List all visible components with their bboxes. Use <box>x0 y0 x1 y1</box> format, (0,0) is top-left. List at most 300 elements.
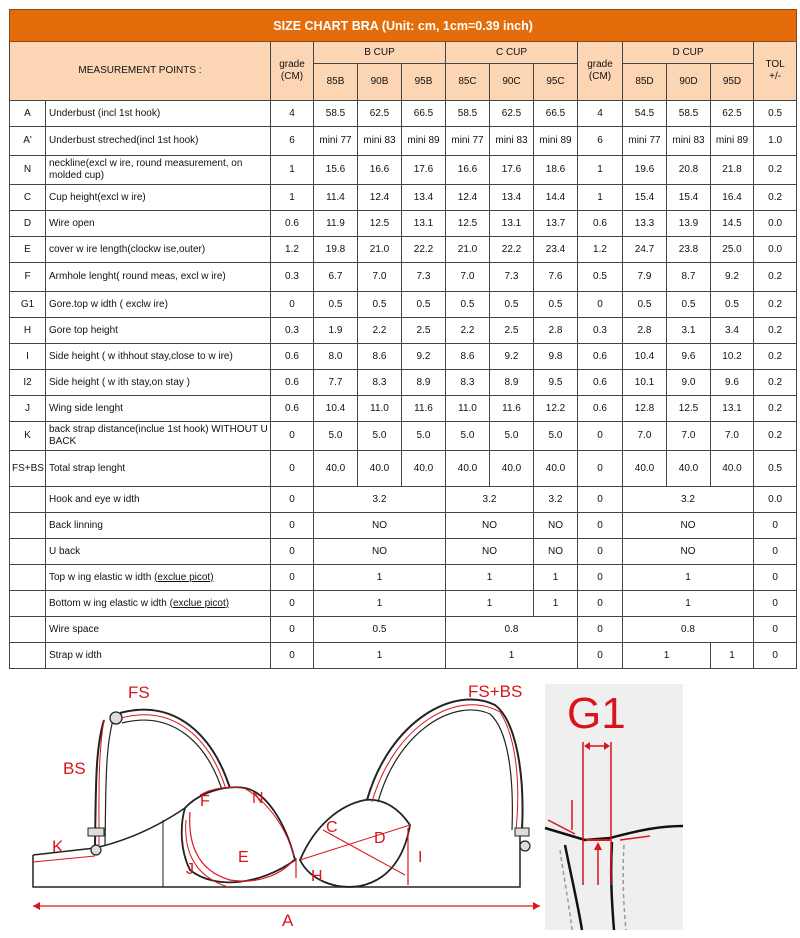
b-cup-value: 1 <box>314 643 446 669</box>
row-code: K <box>10 422 46 451</box>
label-j: J <box>186 861 194 878</box>
d-95-value: 0.5 <box>711 292 754 318</box>
b-90-value: 5.0 <box>358 422 402 451</box>
b-cup-value: NO <box>314 539 446 565</box>
grade-b: 0.6 <box>271 344 314 370</box>
row-code <box>10 513 46 539</box>
b-90-value: 11.0 <box>358 396 402 422</box>
d-90-value: 7.0 <box>667 422 711 451</box>
table-row <box>10 156 797 185</box>
arrow-left-icon <box>33 902 40 910</box>
c-cup-header: C CUP <box>446 42 578 64</box>
label-n: N <box>252 790 264 807</box>
row-code <box>10 539 46 565</box>
table-row <box>10 422 797 451</box>
c-95-value: 14.4 <box>534 185 578 211</box>
c-85-value: 2.2 <box>446 318 490 344</box>
row-desc: Back linning <box>46 513 271 539</box>
d-85-value: 10.1 <box>623 370 667 396</box>
d-90-value: 8.7 <box>667 263 711 292</box>
d-90-value: 15.4 <box>667 185 711 211</box>
d-95-value: 3.4 <box>711 318 754 344</box>
c-95-value: mini 89 <box>534 127 578 156</box>
c-90-value: 2.5 <box>490 318 534 344</box>
c-85-value: 8.6 <box>446 344 490 370</box>
tol-value: 0.2 <box>754 370 797 396</box>
row-desc: neckline(excl w ire, round measurement, on molded cup) <box>46 156 271 185</box>
d-85-value: mini 77 <box>623 127 667 156</box>
left-strap-inner <box>105 720 113 845</box>
b-90-value: 0.5 <box>358 292 402 318</box>
grade-b: 0 <box>271 451 314 487</box>
b-85-value: 0.5 <box>314 292 358 318</box>
table-row <box>10 127 797 156</box>
c-90-value: 9.2 <box>490 344 534 370</box>
c-95-value: 0.5 <box>534 292 578 318</box>
c-85-value: 21.0 <box>446 237 490 263</box>
grade-b: 0 <box>271 292 314 318</box>
c-cup-value: 0.8 <box>446 617 578 643</box>
d-cup-value: 1 <box>623 591 754 617</box>
c-85-value: 8.3 <box>446 370 490 396</box>
table-row <box>10 539 797 565</box>
b-95-value: 13.4 <box>402 185 446 211</box>
grade-b: 1 <box>271 185 314 211</box>
d-85-value: 7.0 <box>623 422 667 451</box>
c-90-value: 5.0 <box>490 422 534 451</box>
grade-b: 1.2 <box>271 237 314 263</box>
label-fs: FS <box>128 683 150 702</box>
label-k: K <box>52 837 64 856</box>
b-cup-value: 1 <box>314 591 446 617</box>
c-cup-value: 3.2 <box>446 487 534 513</box>
b-85-value: 7.7 <box>314 370 358 396</box>
label-a: A <box>282 911 294 930</box>
grade-b: 0.6 <box>271 396 314 422</box>
table-row <box>10 344 797 370</box>
grade-d: 0 <box>578 422 623 451</box>
b-95-value: 40.0 <box>402 451 446 487</box>
grade-d: 0 <box>578 487 623 513</box>
d-95-value: 13.1 <box>711 396 754 422</box>
k-measure-line <box>33 856 95 862</box>
tol-value: 0 <box>754 539 797 565</box>
left-hook-ring-icon <box>91 845 101 855</box>
grade-d: 0 <box>578 617 623 643</box>
c-95-value: 18.6 <box>534 156 578 185</box>
c-85-value: 11.0 <box>446 396 490 422</box>
strap-ring-icon <box>110 712 122 724</box>
row-code: J <box>10 396 46 422</box>
size-95d: 95D <box>711 64 754 101</box>
row-code <box>10 617 46 643</box>
grade-b: 0.3 <box>271 318 314 344</box>
c-90-value: 0.5 <box>490 292 534 318</box>
d-85-value: 40.0 <box>623 451 667 487</box>
grade-b: 6 <box>271 127 314 156</box>
d-95-value: 21.8 <box>711 156 754 185</box>
row-code: E <box>10 237 46 263</box>
tol-value: 0.2 <box>754 156 797 185</box>
left-shoulder-inner <box>122 720 224 796</box>
c-90-value: mini 83 <box>490 127 534 156</box>
size-95b: 95B <box>402 64 446 101</box>
b-cup-header: B CUP <box>314 42 446 64</box>
d-cup-value: 1 <box>623 565 754 591</box>
grade-d: 0 <box>578 513 623 539</box>
d-cup-value: NO <box>623 539 754 565</box>
b-cup-value: NO <box>314 513 446 539</box>
c95-value: NO <box>534 513 578 539</box>
row-desc: Top w ing elastic w idth (exclue picot) <box>46 565 271 591</box>
b-95-value: 22.2 <box>402 237 446 263</box>
row-code: C <box>10 185 46 211</box>
label-f: F <box>200 793 210 810</box>
d-90-value: 9.6 <box>667 344 711 370</box>
b-90-value: 12.4 <box>358 185 402 211</box>
d-95-value: 10.2 <box>711 344 754 370</box>
tol-value: 0 <box>754 617 797 643</box>
row-code: G1 <box>10 292 46 318</box>
b-85-value: 58.5 <box>314 101 358 127</box>
d-cup-value: 0.8 <box>623 617 754 643</box>
grade-header-d: grade (CM) <box>578 42 623 101</box>
d-90-value: 58.5 <box>667 101 711 127</box>
size-85b: 85B <box>314 64 358 101</box>
row-code: F <box>10 263 46 292</box>
table-row <box>10 487 797 513</box>
label-g1: G1 <box>567 689 626 738</box>
bra-diagram <box>0 680 800 933</box>
c-90-value: 13.4 <box>490 185 534 211</box>
grade-d: 0 <box>578 539 623 565</box>
grade-b: 0 <box>271 487 314 513</box>
row-desc: Side height ( w ithhout stay,close to w ire) <box>46 344 271 370</box>
label-fsbs: FS+BS <box>468 682 523 701</box>
b-85-value: 5.0 <box>314 422 358 451</box>
c-85-value: 16.6 <box>446 156 490 185</box>
b-85-value: 1.9 <box>314 318 358 344</box>
size-chart-table <box>9 9 797 669</box>
row-code <box>10 487 46 513</box>
c-95-value: 23.4 <box>534 237 578 263</box>
c-90-value: 11.6 <box>490 396 534 422</box>
c-85-value: 0.5 <box>446 292 490 318</box>
table-row <box>10 643 797 669</box>
grade-b: 0.3 <box>271 263 314 292</box>
tol-value: 0.2 <box>754 185 797 211</box>
row-desc: Gore top height <box>46 318 271 344</box>
row-code: D <box>10 211 46 237</box>
grade-b: 0 <box>271 513 314 539</box>
table-row <box>10 185 797 211</box>
d-90-value: 9.0 <box>667 370 711 396</box>
c-90-value: 7.3 <box>490 263 534 292</box>
d-95-value: mini 89 <box>711 127 754 156</box>
size-85c: 85C <box>446 64 490 101</box>
c-95-value: 40.0 <box>534 451 578 487</box>
c-95-value: 13.7 <box>534 211 578 237</box>
d-95-value: 62.5 <box>711 101 754 127</box>
b-95-value: 66.5 <box>402 101 446 127</box>
b-90-value: 7.0 <box>358 263 402 292</box>
grade-d: 1 <box>578 185 623 211</box>
b-85-value: 40.0 <box>314 451 358 487</box>
tol-value: 0.2 <box>754 292 797 318</box>
grade-d: 0.6 <box>578 370 623 396</box>
d-cup-value: NO <box>623 513 754 539</box>
size-90c: 90C <box>490 64 534 101</box>
row-code <box>10 591 46 617</box>
d-95-value: 25.0 <box>711 237 754 263</box>
row-code: N <box>10 156 46 185</box>
c-95-value: 9.8 <box>534 344 578 370</box>
b-85-value: 8.0 <box>314 344 358 370</box>
label-bs: BS <box>63 759 86 778</box>
row-code: I <box>10 344 46 370</box>
d-90-value: 12.5 <box>667 396 711 422</box>
measurement-points-header: MEASUREMENT POINTS : <box>10 42 271 101</box>
d-90-value: mini 83 <box>667 127 711 156</box>
row-desc: Underbust streched(incl 1st hook) <box>46 127 271 156</box>
c-90-value: 13.1 <box>490 211 534 237</box>
c-85-value: 12.4 <box>446 185 490 211</box>
row-code <box>10 565 46 591</box>
row-desc: Wire open <box>46 211 271 237</box>
d-85-value: 2.8 <box>623 318 667 344</box>
grade-b: 0 <box>271 591 314 617</box>
c-90-value: 17.6 <box>490 156 534 185</box>
table-row <box>10 396 797 422</box>
c95-value: 1 <box>534 591 578 617</box>
right-hook-ring-icon <box>520 841 530 851</box>
c-cup-value: 1 <box>446 591 534 617</box>
d-90-value: 0.5 <box>667 292 711 318</box>
b-cup-value: 0.5 <box>314 617 446 643</box>
table-row <box>10 292 797 318</box>
d-85-value: 12.8 <box>623 396 667 422</box>
b-90-value: 2.2 <box>358 318 402 344</box>
grade-d: 1.2 <box>578 237 623 263</box>
size-90b: 90B <box>358 64 402 101</box>
row-desc: Gore.top w idth ( exclw ire) <box>46 292 271 318</box>
tol-value: 1.0 <box>754 127 797 156</box>
b-85-value: mini 77 <box>314 127 358 156</box>
b-90-value: 16.6 <box>358 156 402 185</box>
size-85d: 85D <box>623 64 667 101</box>
row-code <box>10 643 46 669</box>
c-90-value: 40.0 <box>490 451 534 487</box>
c-95-value: 7.6 <box>534 263 578 292</box>
d-95-value: 9.6 <box>711 370 754 396</box>
size-95c: 95C <box>534 64 578 101</box>
d-95-value: 7.0 <box>711 422 754 451</box>
b-90-value: 8.3 <box>358 370 402 396</box>
grade-d: 0.3 <box>578 318 623 344</box>
b-90-value: 62.5 <box>358 101 402 127</box>
b-90-value: 12.5 <box>358 211 402 237</box>
c-85-value: mini 77 <box>446 127 490 156</box>
c-cup-value: 1 <box>446 643 578 669</box>
b-95-value: 7.3 <box>402 263 446 292</box>
d-cup-value: 3.2 <box>623 487 754 513</box>
table-row <box>10 318 797 344</box>
d-90-value: 13.9 <box>667 211 711 237</box>
row-desc: back strap distance(inclue 1st hook) WITHOUT U BACK <box>46 422 271 451</box>
b-85-value: 19.8 <box>314 237 358 263</box>
b-95-value: 8.9 <box>402 370 446 396</box>
b-85-value: 11.9 <box>314 211 358 237</box>
c-90-value: 8.9 <box>490 370 534 396</box>
c-90-value: 62.5 <box>490 101 534 127</box>
b-95-value: 17.6 <box>402 156 446 185</box>
table-row <box>10 101 797 127</box>
c-cup-value: NO <box>446 513 534 539</box>
grade-d: 0 <box>578 591 623 617</box>
table-row <box>10 211 797 237</box>
d-85-value: 19.6 <box>623 156 667 185</box>
b-90-value: 8.6 <box>358 344 402 370</box>
grade-d: 0.5 <box>578 263 623 292</box>
row-desc: Strap w idth <box>46 643 271 669</box>
b-85-value: 10.4 <box>314 396 358 422</box>
table-row <box>10 370 797 396</box>
tol-value: 0.0 <box>754 211 797 237</box>
c-cup-value: NO <box>446 539 534 565</box>
c-85-value: 12.5 <box>446 211 490 237</box>
b-95-value: 2.5 <box>402 318 446 344</box>
tol-value: 0 <box>754 513 797 539</box>
b-cup-value: 3.2 <box>314 487 446 513</box>
grade-b: 0 <box>271 643 314 669</box>
b-95-value: 9.2 <box>402 344 446 370</box>
c-90-value: 22.2 <box>490 237 534 263</box>
c-85-value: 58.5 <box>446 101 490 127</box>
tol-value: 0 <box>754 591 797 617</box>
tol-value: 0.0 <box>754 237 797 263</box>
d-90-value: 3.1 <box>667 318 711 344</box>
row-code: I2 <box>10 370 46 396</box>
c95-value: 1 <box>534 565 578 591</box>
b-95-value: 13.1 <box>402 211 446 237</box>
tol-value: 0.5 <box>754 451 797 487</box>
label-c: C <box>326 819 338 836</box>
grade-b: 0 <box>271 539 314 565</box>
grade-d: 0 <box>578 451 623 487</box>
grade-d: 6 <box>578 127 623 156</box>
table-row <box>10 513 797 539</box>
row-desc: Underbust (incl 1st hook) <box>46 101 271 127</box>
grade-b: 0.6 <box>271 370 314 396</box>
row-desc: Side height ( w ith stay,on stay ) <box>46 370 271 396</box>
d-95-value: 9.2 <box>711 263 754 292</box>
tol-value: 0.2 <box>754 318 797 344</box>
d-85-value: 7.9 <box>623 263 667 292</box>
c95-value: 3.2 <box>534 487 578 513</box>
c95-value: NO <box>534 539 578 565</box>
tol-value: 0 <box>754 565 797 591</box>
d-cup-header: D CUP <box>623 42 754 64</box>
b-95-value: 5.0 <box>402 422 446 451</box>
row-desc: U back <box>46 539 271 565</box>
grade-d: 0.6 <box>578 211 623 237</box>
d-85-value: 15.4 <box>623 185 667 211</box>
row-code: FS+BS <box>10 451 46 487</box>
label-i: I <box>418 849 423 866</box>
row-desc: Wire space <box>46 617 271 643</box>
table-row <box>10 263 797 292</box>
label-d: D <box>374 830 386 847</box>
b-90-value: mini 83 <box>358 127 402 156</box>
right-slider-icon <box>515 828 529 836</box>
c-95-value: 66.5 <box>534 101 578 127</box>
d-95-value: 16.4 <box>711 185 754 211</box>
table-row <box>10 451 797 487</box>
row-desc: cover w ire length(clockw ise,outer) <box>46 237 271 263</box>
label-e: E <box>238 849 249 866</box>
arrow-right-icon <box>533 902 540 910</box>
table-row <box>10 237 797 263</box>
d-85-value: 0.5 <box>623 292 667 318</box>
b-85-value: 11.4 <box>314 185 358 211</box>
d-90-value: 40.0 <box>667 451 711 487</box>
row-desc: Bottom w ing elastic w idth (exclue picot) <box>46 591 271 617</box>
d-85-value: 13.3 <box>623 211 667 237</box>
row-desc: Total strap lenght <box>46 451 271 487</box>
c-95-value: 5.0 <box>534 422 578 451</box>
grade-header-b: grade (CM) <box>271 42 314 101</box>
c-95-value: 2.8 <box>534 318 578 344</box>
tol-value: 0.2 <box>754 422 797 451</box>
tol-value: 0.2 <box>754 396 797 422</box>
grade-d: 0 <box>578 565 623 591</box>
tol-value: 0.0 <box>754 487 797 513</box>
spec-rows <box>10 487 797 669</box>
row-code: A' <box>10 127 46 156</box>
grade-b: 0 <box>271 617 314 643</box>
d-cup-value: 1 <box>623 643 711 669</box>
b-95-value: 11.6 <box>402 396 446 422</box>
grade-d: 0.6 <box>578 344 623 370</box>
tol-header: TOL +/- <box>754 42 797 101</box>
measurement-diagrams <box>0 680 800 933</box>
d-95-value: 14.5 <box>711 211 754 237</box>
row-code: A <box>10 101 46 127</box>
d95-value: 1 <box>711 643 754 669</box>
b-85-value: 6.7 <box>314 263 358 292</box>
grade-d: 1 <box>578 156 623 185</box>
b-95-value: 0.5 <box>402 292 446 318</box>
grade-b: 4 <box>271 101 314 127</box>
d-90-value: 23.8 <box>667 237 711 263</box>
row-desc: Hook and eye w idth <box>46 487 271 513</box>
grade-d: 0 <box>578 643 623 669</box>
d-90-value: 20.8 <box>667 156 711 185</box>
b-cup-value: 1 <box>314 565 446 591</box>
label-h: H <box>311 868 323 885</box>
row-desc: Wing side lenght <box>46 396 271 422</box>
tol-value: 0 <box>754 643 797 669</box>
d-95-value: 40.0 <box>711 451 754 487</box>
row-desc: Cup height(excl w ire) <box>46 185 271 211</box>
grade-d: 4 <box>578 101 623 127</box>
grade-d: 0.6 <box>578 396 623 422</box>
grade-b: 0.6 <box>271 211 314 237</box>
b-90-value: 21.0 <box>358 237 402 263</box>
size-chart <box>9 9 790 669</box>
d-85-value: 54.5 <box>623 101 667 127</box>
b-85-value: 15.6 <box>314 156 358 185</box>
